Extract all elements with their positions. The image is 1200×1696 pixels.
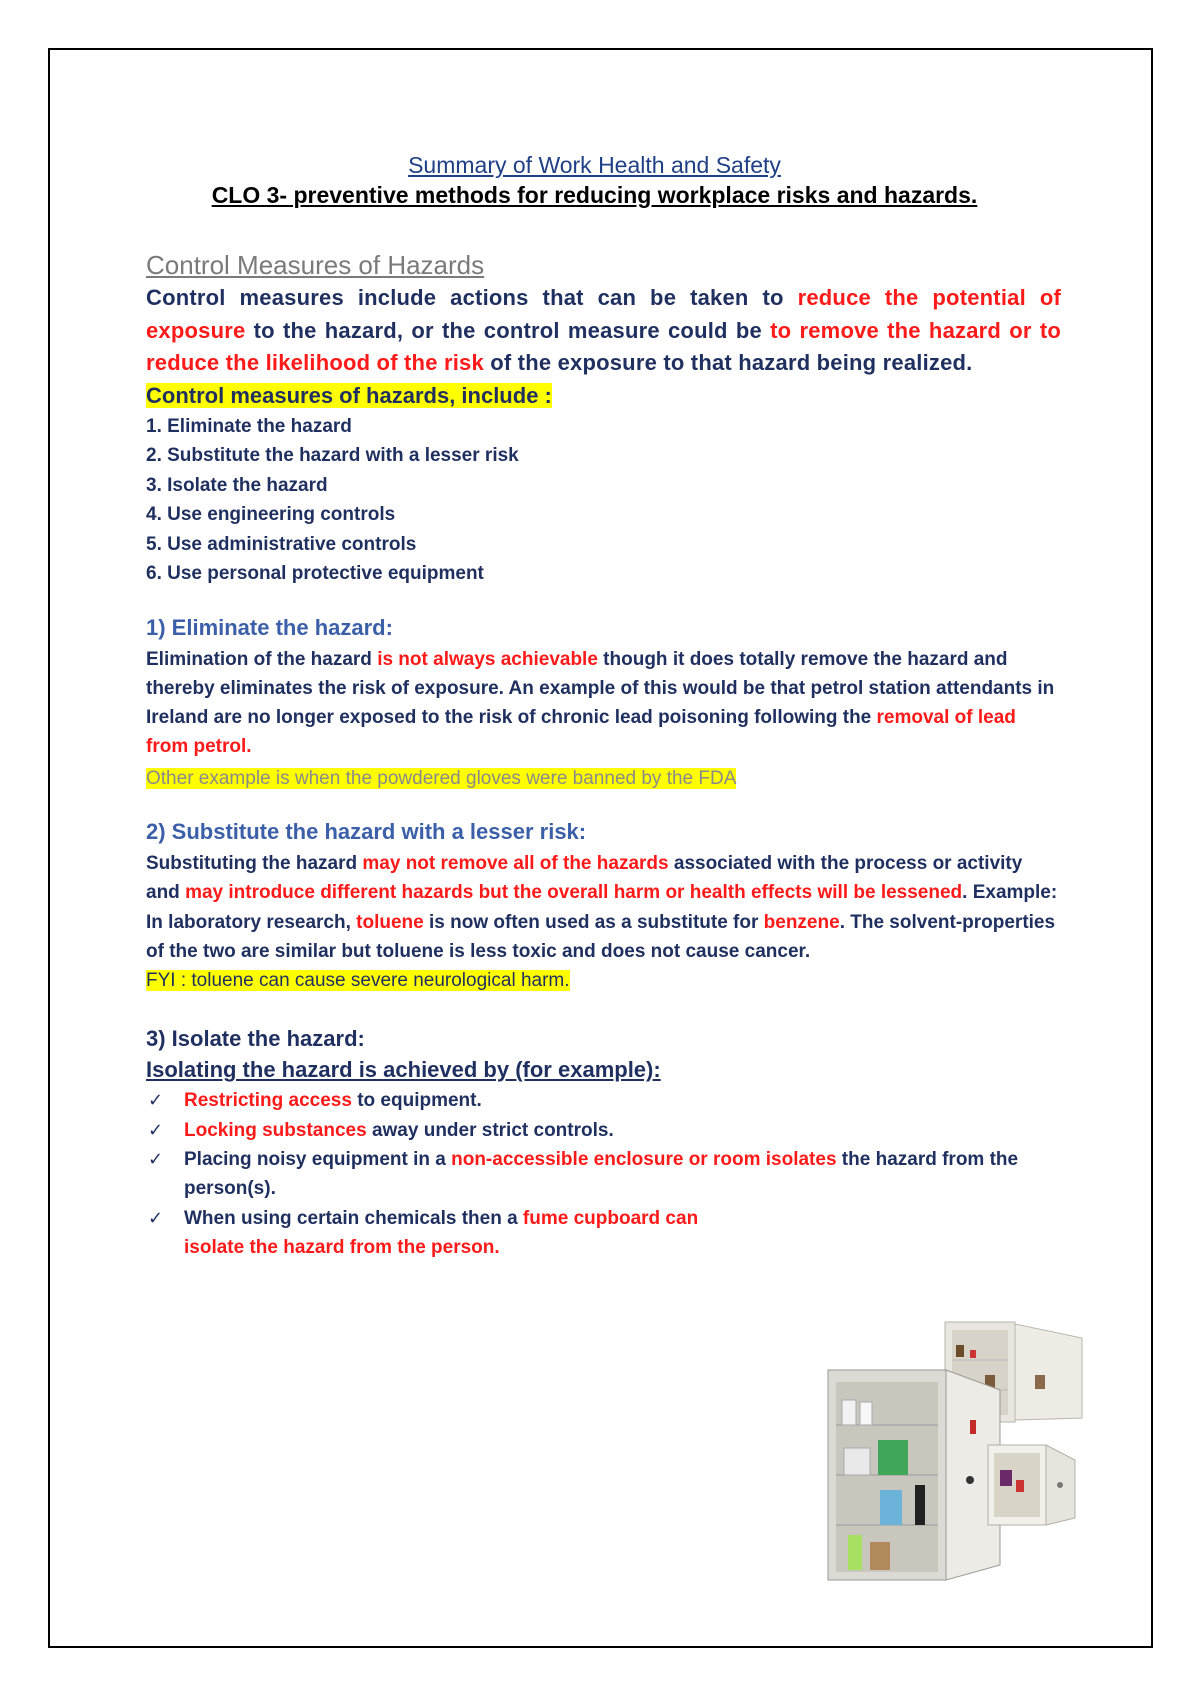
- substitute-example-paragraph: [146, 908, 1061, 967]
- substitute-example-paragraph-run: In laboratory research,: [146, 911, 357, 933]
- document-title: Summary of Work Health and Safety: [408, 152, 781, 178]
- intro-paragraph-run: Control measures include actions that can be taken to: [146, 285, 798, 310]
- substitute-paragraph-run: may introduce different hazards but the overall harm or health effects will be lessened: [185, 882, 963, 904]
- checkmark-icon: ✓: [148, 1207, 164, 1229]
- eliminate-note: [146, 764, 1061, 793]
- control-measures-list: [146, 412, 1061, 589]
- list-item: 2. Substitute the hazard with a lesser risk: [146, 445, 519, 466]
- eliminate-paragraph-run: removal of lead from petrol.: [146, 707, 1016, 758]
- eliminate-paragraph: [146, 645, 1061, 762]
- checklist-item-run: fume cupboard can: [522, 1207, 699, 1229]
- substitute-paragraph-run: . Example:: [962, 882, 1058, 904]
- checklist-item-run: Placing noisy equipment in a: [184, 1149, 452, 1171]
- section-heading-control-measures: Control Measures of Hazards: [146, 250, 485, 280]
- checkmark-icon: ✓: [148, 1119, 164, 1141]
- list-item: 5. Use administrative controls: [146, 533, 417, 555]
- list-item: 3. Isolate the hazard: [146, 474, 328, 496]
- intro-paragraph-run: reduce the potential of exposure: [146, 285, 1061, 343]
- document-body: [146, 150, 1061, 1262]
- checklist-item-run: non-accessible enclosure or room isolates: [451, 1149, 837, 1171]
- cabinets-image: [820, 1320, 1090, 1620]
- isolate-subheading: Isolating the hazard is achieved by (for example):: [146, 1057, 661, 1083]
- intro-paragraph: [146, 282, 1061, 380]
- checklist-item-run: the hazard from the person(s).: [184, 1149, 1019, 1200]
- list-heading-text: Control measures of hazards, include :: [146, 382, 552, 408]
- substitute-paragraph: [146, 849, 1061, 908]
- document-title-block: [128, 150, 1061, 210]
- substitute-example-paragraph-run: is now often used as a substitute for: [423, 911, 764, 933]
- checklist-item-run: Restricting access: [184, 1090, 352, 1112]
- medicine-cabinets-illustration: [820, 1320, 1090, 1620]
- intro-paragraph-run: of the exposure to that hazard being realized.: [483, 350, 973, 375]
- checklist-item-run: isolate the hazard from the person.: [184, 1236, 500, 1258]
- checklist-item-run: Locking substances: [184, 1119, 367, 1141]
- checklist-item-run: to equipment.: [351, 1090, 482, 1112]
- substitute-example-paragraph-run: toluene: [356, 911, 424, 933]
- substitute-note-text: FYI : toluene can cause severe neurological harm.: [146, 970, 570, 992]
- checklist-item: [146, 1116, 1061, 1145]
- section-heading-isolate: 3) Isolate the hazard:: [146, 1026, 365, 1052]
- checklist-item: [146, 1204, 1061, 1263]
- substitute-note: [146, 966, 1061, 995]
- list-item: 6. Use personal protective equipment: [146, 563, 484, 584]
- eliminate-paragraph-run: Elimination of the hazard: [146, 648, 378, 670]
- list-item: 1. Eliminate the hazard: [146, 415, 352, 437]
- checkmark-icon: ✓: [148, 1090, 164, 1112]
- list-heading: [146, 380, 1061, 411]
- eliminate-paragraph-run: is not always achievable: [377, 648, 598, 670]
- checklist-item: [146, 1145, 1061, 1204]
- checklist-item-run: When using certain chemicals then a: [184, 1207, 523, 1229]
- intro-paragraph-run: to remove the hazard or to reduce the likelihood of the risk: [146, 317, 1061, 375]
- section-heading-substitute: 2) Substitute the hazard with a lesser risk:: [146, 818, 587, 844]
- intro-paragraph-run: to the hazard, or the control measure could be: [245, 317, 771, 343]
- substitute-paragraph-run: Substituting the hazard: [146, 852, 363, 874]
- checklist-item: [146, 1086, 1061, 1115]
- isolate-checklist: [146, 1086, 1061, 1262]
- checklist-item-run: away under strict controls.: [366, 1119, 614, 1141]
- substitute-paragraph-run: may not remove all of the hazards: [362, 852, 669, 874]
- list-item: 4. Use engineering controls: [146, 504, 396, 525]
- eliminate-paragraph-run: though it does totally remove the hazard and thereby eliminates the risk of exposure. An example of this would be that petrol station attendants in Ireland are no longer exposed to the risk of chronic lead poisoning following the: [146, 648, 1055, 729]
- substitute-example-paragraph-run: . The solvent-properties of the two are similar but toluene is less toxic and does not cause cancer.: [146, 911, 1056, 962]
- section-heading-eliminate: 1) Eliminate the hazard:: [146, 614, 393, 640]
- checkmark-icon: ✓: [148, 1149, 164, 1171]
- substitute-example-paragraph-run: benzene: [763, 911, 840, 933]
- eliminate-note-text: Other example is when the powdered gloves were banned by the FDA: [146, 767, 737, 789]
- document-subtitle: CLO 3- preventive methods for reducing workplace risks and hazards.: [211, 182, 978, 208]
- substitute-paragraph-run: associated with the process or activity and: [146, 852, 1023, 904]
